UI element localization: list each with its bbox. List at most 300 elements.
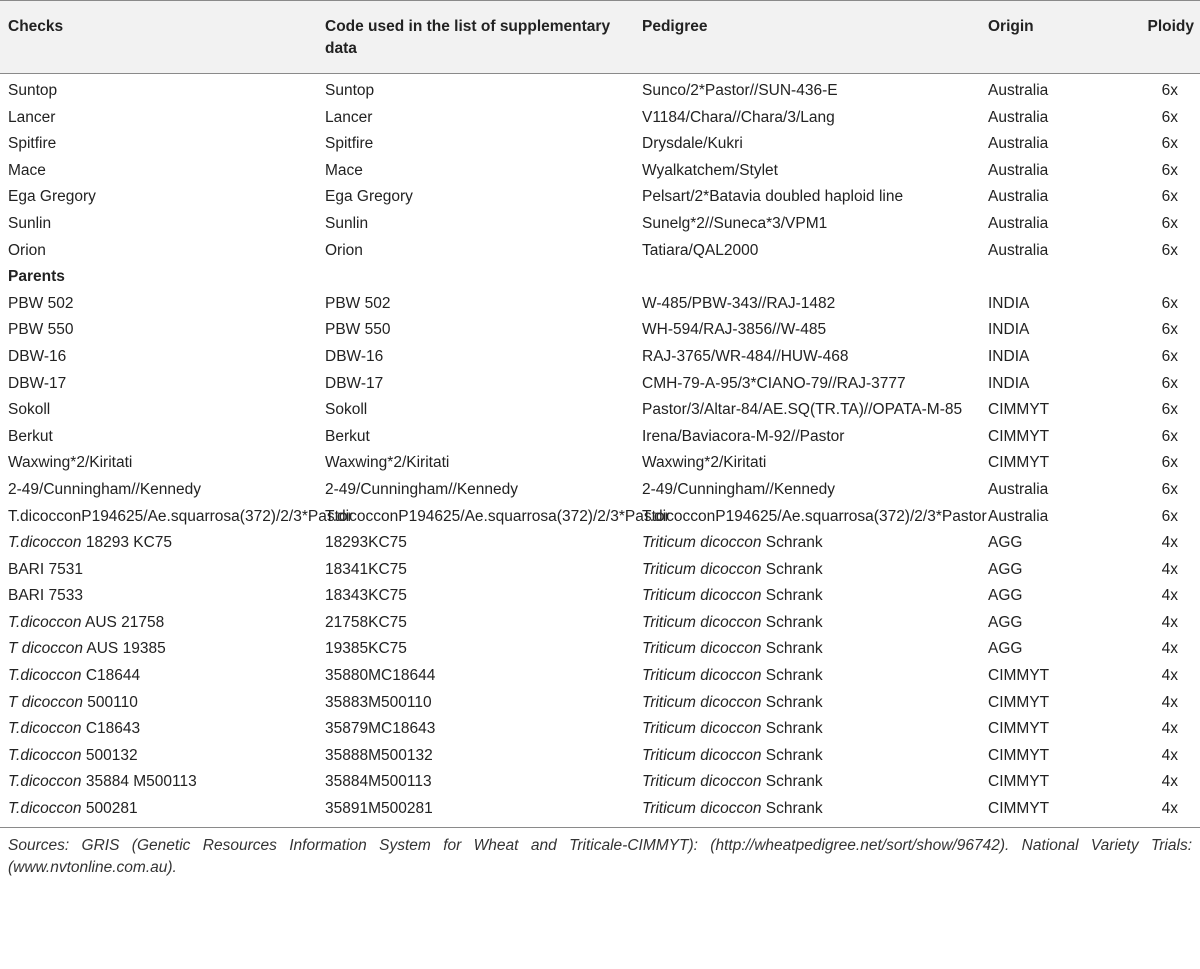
- table-row: [0, 610, 1200, 637]
- cell-checks: [0, 769, 317, 796]
- cell-checks-text: Orion: [8, 241, 46, 259]
- cell-origin: [980, 371, 1100, 398]
- cell-code-text: 35891M500281: [325, 800, 433, 818]
- cell-pedigree: [634, 131, 980, 158]
- cell-checks: [0, 610, 317, 637]
- cell-code-text: 2-49/Cunningham//Kennedy: [325, 480, 519, 498]
- cell-pedigree: [634, 344, 980, 371]
- cell-origin-text: Australia: [988, 507, 1049, 525]
- cell-pedigree-text: Schrank: [761, 613, 823, 631]
- cell-checks: [0, 424, 317, 451]
- cell-pedigree: [634, 158, 980, 185]
- cell-origin: [980, 557, 1100, 584]
- cell-ploidy: [1100, 557, 1200, 584]
- cell-ploidy-text: 6x: [1161, 507, 1178, 525]
- table-row: [0, 238, 1200, 265]
- cell-pedigree: [634, 317, 980, 344]
- cell-origin: [980, 291, 1100, 318]
- cell-pedigree-text: Pelsart/2*Batavia doubled haploid line: [642, 188, 904, 206]
- cell-checks-text: Sunlin: [8, 214, 52, 232]
- cell-checks: [0, 291, 317, 318]
- cell-pedigree: [634, 291, 980, 318]
- cell-origin-text: CIMMYT: [988, 800, 1050, 818]
- cell-code-text: Mace: [325, 161, 363, 179]
- cell-origin: [980, 158, 1100, 185]
- table-row: [0, 530, 1200, 557]
- cell-origin-text: CIMMYT: [988, 773, 1050, 791]
- cell-code: [317, 690, 634, 717]
- cell-origin: [980, 504, 1100, 531]
- cell-code-text: Ega Gregory: [325, 188, 413, 206]
- cell-pedigree-italic: Triticum dicoccon: [642, 773, 762, 791]
- table-row: [0, 504, 1200, 531]
- cell-origin: [980, 716, 1100, 743]
- cell-code-text: 35888M500132: [325, 746, 433, 764]
- cell-pedigree: [634, 610, 980, 637]
- header-pedigree: Pedigree: [634, 1, 980, 74]
- cell-origin-text: AGG: [988, 640, 1023, 658]
- table-row: [0, 636, 1200, 663]
- cell-checks-text: Mace: [8, 161, 46, 179]
- cell-ploidy-text: 6x: [1161, 214, 1178, 232]
- cell-origin-text: CIMMYT: [988, 401, 1050, 419]
- cell-origin: [980, 477, 1100, 504]
- cell-ploidy-text: 6x: [1161, 401, 1178, 419]
- cell-checks-italic: T.dicoccon: [8, 534, 82, 552]
- cell-ploidy-text: 4x: [1161, 720, 1178, 738]
- cell-checks-italic: T.dicoccon: [8, 800, 82, 818]
- cell-code: [317, 105, 634, 132]
- cell-pedigree-italic: Triticum dicoccon: [642, 800, 762, 818]
- cell-origin-text: CIMMYT: [988, 454, 1050, 472]
- cell-pedigree-text: Waxwing*2/Kiritati: [642, 454, 767, 472]
- cell-checks-text: PBW 502: [8, 294, 74, 312]
- cell-checks: [0, 504, 353, 531]
- header-ploidy: Ploidy: [1100, 1, 1200, 74]
- cell-origin-text: INDIA: [988, 294, 1030, 312]
- cell-code-text: Sokoll: [325, 401, 368, 419]
- cell-pedigree: [634, 769, 980, 796]
- cell-checks-text: PBW 550: [8, 321, 74, 339]
- cell-ploidy-text: 4x: [1161, 640, 1178, 658]
- cell-pedigree-text: Schrank: [761, 667, 823, 685]
- cell-ploidy-text: 4x: [1161, 693, 1178, 711]
- cell-ploidy-text: 6x: [1161, 161, 1178, 179]
- cell-code: [317, 238, 634, 265]
- cell-pedigree: [634, 371, 980, 398]
- cell-code: [317, 583, 634, 610]
- table-header: [0, 1, 1200, 74]
- cell-pedigree-italic: Triticum dicoccon: [642, 720, 762, 738]
- cell-origin: [980, 317, 1100, 344]
- cell-checks-text: C18643: [81, 720, 141, 738]
- cell-ploidy-text: 6x: [1161, 427, 1178, 445]
- cell-checks-text: 18293 KC75: [81, 534, 173, 552]
- cell-origin: [980, 663, 1100, 690]
- cell-pedigree-text: Schrank: [761, 534, 823, 552]
- cell-code-text: 18341KC75: [325, 560, 407, 578]
- cell-code-text: PBW 550: [325, 321, 391, 339]
- cell-origin-text: Australia: [988, 188, 1049, 206]
- cell-origin-text: CIMMYT: [988, 667, 1050, 685]
- cell-origin: [980, 74, 1100, 105]
- cell-checks-text: 500110: [82, 693, 138, 711]
- cell-origin-text: AGG: [988, 534, 1023, 552]
- cell-checks: [0, 583, 317, 610]
- table-row: [0, 184, 1200, 211]
- cell-origin: [980, 636, 1100, 663]
- cell-code-text: 35880MC18644: [325, 667, 436, 685]
- cell-checks-italic: T.dicoccon: [8, 720, 82, 738]
- cell-ploidy-text: 6x: [1161, 347, 1178, 365]
- cell-origin: [980, 610, 1100, 637]
- cell-pedigree-text: T.dicocconP194625/Ae.squarrosa(372)/2/3*Pastor: [642, 507, 987, 525]
- cell-checks: [0, 184, 317, 211]
- cell-pedigree: [634, 105, 980, 132]
- table-row: [0, 105, 1200, 132]
- cell-code: [317, 769, 634, 796]
- cell-code: [317, 663, 634, 690]
- cell-pedigree: [634, 74, 980, 105]
- table-row: [0, 796, 1200, 827]
- header-code: Code used in the list of supplementary data: [317, 1, 634, 74]
- cell-origin-text: CIMMYT: [988, 746, 1050, 764]
- cell-checks-text: Suntop: [8, 82, 58, 99]
- cell-origin-text: CIMMYT: [988, 720, 1050, 738]
- cell-ploidy-text: 6x: [1161, 82, 1178, 99]
- cell-pedigree: [634, 690, 980, 717]
- cell-ploidy: [1100, 663, 1200, 690]
- cell-pedigree: [634, 211, 980, 238]
- cell-origin: [980, 211, 1100, 238]
- cell-code: [317, 317, 634, 344]
- cell-checks: [0, 371, 317, 398]
- cell-ploidy: [1100, 477, 1200, 504]
- cell-origin-text: CIMMYT: [988, 427, 1050, 445]
- cell-pedigree: [634, 450, 980, 477]
- cell-code: [317, 716, 634, 743]
- cell-checks-text: Ega Gregory: [8, 188, 96, 206]
- cell-origin: [980, 769, 1100, 796]
- table-row: [0, 716, 1200, 743]
- cell-checks-italic: T.dicoccon: [8, 667, 82, 685]
- cell-code-text: T.dicocconP194625/Ae.squarrosa(372)/2/3*Pastor: [325, 507, 670, 525]
- cell-code-text: 19385KC75: [325, 640, 407, 658]
- cell-pedigree-italic: Triticum dicoccon: [642, 560, 762, 578]
- cell-pedigree-text: Schrank: [761, 720, 823, 738]
- cell-pedigree-italic: Triticum dicoccon: [642, 693, 762, 711]
- cell-code: [317, 397, 634, 424]
- cell-ploidy: [1100, 211, 1200, 238]
- cell-checks: [0, 317, 317, 344]
- cell-pedigree: [634, 530, 980, 557]
- cell-ploidy-text: 6x: [1161, 454, 1178, 472]
- cell-checks-text: Waxwing*2/Kiritati: [8, 454, 133, 472]
- cell-pedigree-text: Pastor/3/Altar-84/AE.SQ(TR.TA)//OPATA-M-85: [642, 401, 963, 419]
- cell-code-text: 18343KC75: [325, 587, 407, 605]
- cell-pedigree-italic: Triticum dicoccon: [642, 587, 762, 605]
- cell-ploidy: [1100, 317, 1200, 344]
- cell-ploidy-text: 4x: [1161, 800, 1178, 818]
- cell-origin: [980, 530, 1100, 557]
- cell-code-text: PBW 502: [325, 294, 391, 312]
- cell-pedigree: [634, 397, 980, 424]
- cell-checks-text: 2-49/Cunningham//Kennedy: [8, 480, 202, 498]
- cell-pedigree-text: Schrank: [761, 773, 823, 791]
- table-row: [0, 317, 1200, 344]
- cell-checks-italic: T.dicoccon: [8, 746, 82, 764]
- cell-code: [317, 477, 634, 504]
- cell-ploidy: [1100, 743, 1200, 770]
- cell-code: [317, 504, 670, 531]
- cell-checks: [0, 796, 317, 827]
- cell-ploidy-text: 6x: [1161, 108, 1178, 126]
- cell-code-text: 21758KC75: [325, 613, 407, 631]
- cell-ploidy: [1100, 131, 1200, 158]
- cell-ploidy: [1100, 636, 1200, 663]
- cell-pedigree-text: WH-594/RAJ-3856//W-485: [642, 321, 827, 339]
- table-row: [0, 557, 1200, 584]
- cell-checks: [0, 636, 317, 663]
- cell-origin: [980, 238, 1100, 265]
- cell-code-text: Sunlin: [325, 214, 369, 232]
- cell-checks: [0, 158, 317, 185]
- cell-ploidy-text: 4x: [1161, 746, 1178, 764]
- sources-footnote: Sources: GRIS (Genetic Resources Information System for Wheat and Triticale-CIMMYT): (http://wheatpedigree.net/sort/show/96742). National Variety Trials: (www.nvtonline.com.au).: [8, 836, 1192, 876]
- table-row: [0, 769, 1200, 796]
- cell-ploidy-text: 4x: [1161, 534, 1178, 552]
- cell-code: [317, 557, 634, 584]
- cell-pedigree: [634, 477, 980, 504]
- cell-checks-text: BARI 7533: [8, 587, 83, 605]
- cell-checks-text: C18644: [81, 667, 141, 685]
- cell-ploidy: [1100, 158, 1200, 185]
- table-row: [0, 211, 1200, 238]
- cell-ploidy: [1100, 450, 1200, 477]
- cell-code-text: DBW-17: [325, 374, 384, 392]
- table-row: [0, 450, 1200, 477]
- header-checks: Checks: [0, 1, 317, 74]
- cell-pedigree: [634, 557, 980, 584]
- cell-pedigree-text: Irena/Baviacora-M-92//Pastor: [642, 427, 845, 445]
- cell-ploidy: [1100, 583, 1200, 610]
- cell-checks-italic: T dicoccon: [8, 693, 83, 711]
- cell-origin-text: Australia: [988, 108, 1049, 126]
- cell-ploidy: [1100, 424, 1200, 451]
- table-row: [0, 397, 1200, 424]
- cell-checks-text: Spitfire: [8, 135, 57, 153]
- cell-checks-text: AUS 21758: [81, 613, 165, 631]
- cell-code: [317, 158, 634, 185]
- section-row-parents: [0, 264, 1200, 291]
- cell-pedigree-italic: Triticum dicoccon: [642, 667, 762, 685]
- table-row: [0, 344, 1200, 371]
- cell-pedigree: [634, 636, 980, 663]
- cell-ploidy: [1100, 610, 1200, 637]
- cell-pedigree-text: Sunco/2*Pastor//SUN-436-E: [642, 82, 838, 99]
- cell-pedigree: [634, 424, 980, 451]
- cell-pedigree-text: Wyalkatchem/Stylet: [642, 161, 778, 179]
- cell-checks-text: Sokoll: [8, 401, 51, 419]
- cell-code-text: DBW-16: [325, 347, 384, 365]
- section-label-parents: Parents: [8, 268, 65, 286]
- cell-ploidy-text: 6x: [1161, 135, 1178, 153]
- cell-checks-text: DBW-16: [8, 347, 67, 365]
- cell-pedigree-text: Schrank: [761, 693, 823, 711]
- cell-code-text: Berkut: [325, 427, 370, 445]
- cell-pedigree-text: Schrank: [761, 640, 823, 658]
- cell-ploidy: [1100, 769, 1200, 796]
- table-row: [0, 424, 1200, 451]
- table-row: [0, 291, 1200, 318]
- cell-checks: [0, 477, 317, 504]
- cell-code: [317, 743, 634, 770]
- cell-pedigree-text: Schrank: [761, 560, 823, 578]
- cell-code-text: Suntop: [325, 82, 375, 99]
- cell-ploidy: [1100, 530, 1200, 557]
- cell-origin-text: CIMMYT: [988, 693, 1050, 711]
- cell-origin-text: Australia: [988, 214, 1049, 232]
- cell-ploidy-text: 6x: [1161, 480, 1178, 498]
- table-row: [0, 371, 1200, 398]
- cell-origin-text: Australia: [988, 241, 1049, 259]
- cell-origin-text: INDIA: [988, 321, 1030, 339]
- table-row: [0, 477, 1200, 504]
- cell-checks: [0, 344, 317, 371]
- cell-ploidy: [1100, 716, 1200, 743]
- cell-pedigree: [634, 504, 987, 531]
- cell-ploidy-text: 6x: [1161, 241, 1178, 259]
- cell-code-text: Spitfire: [325, 135, 374, 153]
- cell-checks-text: DBW-17: [8, 374, 67, 392]
- cell-origin-text: AGG: [988, 560, 1023, 578]
- cell-checks-text: 500281: [81, 800, 138, 818]
- cell-code-text: 18293KC75: [325, 534, 407, 552]
- cell-origin-text: Australia: [988, 82, 1049, 99]
- cell-ploidy: [1100, 344, 1200, 371]
- table-row: [0, 158, 1200, 185]
- cell-pedigree-italic: Triticum dicoccon: [642, 640, 762, 658]
- cell-checks: [0, 530, 317, 557]
- table-row: [0, 690, 1200, 717]
- cell-origin-text: Australia: [988, 480, 1049, 498]
- cell-checks: [0, 743, 317, 770]
- cell-checks-text: Berkut: [8, 427, 53, 445]
- cell-checks-text: T.dicocconP194625/Ae.squarrosa(372)/2/3*Pastor: [8, 507, 353, 525]
- cell-pedigree-text: Schrank: [761, 800, 823, 818]
- cell-pedigree-text: Schrank: [761, 746, 823, 764]
- cell-pedigree-italic: Triticum dicoccon: [642, 534, 762, 552]
- cell-ploidy-text: 4x: [1161, 613, 1178, 631]
- cell-pedigree: [634, 663, 980, 690]
- cell-checks: [0, 690, 317, 717]
- cell-checks: [0, 131, 317, 158]
- cell-code: [317, 610, 634, 637]
- cell-checks-text: 500132: [81, 746, 138, 764]
- cell-checks: [0, 716, 317, 743]
- cell-checks: [0, 211, 317, 238]
- cell-ploidy-text: 4x: [1161, 560, 1178, 578]
- table-body: [0, 74, 1200, 827]
- cell-code: [317, 291, 634, 318]
- cell-checks: [0, 450, 317, 477]
- cell-pedigree-text: Schrank: [761, 587, 823, 605]
- cell-pedigree: [634, 583, 980, 610]
- header-origin: Origin: [980, 1, 1100, 74]
- cell-origin: [980, 424, 1100, 451]
- cell-code: [317, 131, 634, 158]
- cell-code-text: Waxwing*2/Kiritati: [325, 454, 450, 472]
- cell-ploidy: [1100, 105, 1200, 132]
- cell-checks: [0, 74, 317, 105]
- cell-pedigree: [634, 796, 980, 827]
- cell-pedigree-text: V1184/Chara//Chara/3/Lang: [642, 108, 835, 126]
- cell-pedigree-text: 2-49/Cunningham//Kennedy: [642, 480, 836, 498]
- cell-pedigree-text: Sunelg*2//Suneca*3/VPM1: [642, 214, 828, 232]
- cell-origin: [980, 184, 1100, 211]
- cell-code: [317, 450, 634, 477]
- cell-origin: [980, 105, 1100, 132]
- cell-pedigree-italic: Triticum dicoccon: [642, 613, 762, 631]
- header-row: [0, 1, 1200, 74]
- table-row: [0, 663, 1200, 690]
- cell-code-text: 35883M500110: [325, 693, 432, 711]
- table-row: [0, 131, 1200, 158]
- cell-ploidy: [1100, 184, 1200, 211]
- cell-code-text: Orion: [325, 241, 363, 259]
- cell-ploidy-text: 6x: [1161, 321, 1178, 339]
- cell-ploidy: [1100, 371, 1200, 398]
- cell-pedigree-text: CMH-79-A-95/3*CIANO-79//RAJ-3777: [642, 374, 906, 392]
- cell-origin-text: AGG: [988, 613, 1023, 631]
- cell-checks: [0, 557, 317, 584]
- cell-code: [317, 424, 634, 451]
- cell-origin-text: INDIA: [988, 347, 1030, 365]
- cell-origin: [980, 743, 1100, 770]
- cell-ploidy: [1100, 504, 1200, 531]
- table-row: [0, 74, 1200, 105]
- cell-origin-text: INDIA: [988, 374, 1030, 392]
- cell-checks: [0, 105, 317, 132]
- cell-pedigree-text: RAJ-3765/WR-484//HUW-468: [642, 347, 849, 365]
- cell-origin-text: Australia: [988, 135, 1049, 153]
- cell-code: [317, 211, 634, 238]
- cell-checks-text: Lancer: [8, 108, 56, 126]
- cell-ploidy: [1100, 397, 1200, 424]
- cell-pedigree: [634, 238, 980, 265]
- cell-checks-text: BARI 7531: [8, 560, 83, 578]
- cell-ploidy: [1100, 238, 1200, 265]
- cell-pedigree-text: W-485/PBW-343//RAJ-1482: [642, 294, 836, 312]
- cell-ploidy: [1100, 74, 1200, 105]
- cell-code: [317, 371, 634, 398]
- cell-ploidy-text: 4x: [1161, 667, 1178, 685]
- cell-code-text: 35884M500113: [325, 773, 432, 791]
- cell-code: [317, 636, 634, 663]
- cell-checks-text: AUS 19385: [82, 640, 166, 658]
- cell-checks: [0, 663, 317, 690]
- cell-ploidy: [1100, 690, 1200, 717]
- cell-checks-italic: T.dicoccon: [8, 613, 82, 631]
- cell-origin: [980, 131, 1100, 158]
- cell-origin: [980, 344, 1100, 371]
- cell-checks: [0, 238, 317, 265]
- cell-checks-italic: T.dicoccon: [8, 773, 82, 791]
- cell-pedigree: [634, 184, 980, 211]
- cell-pedigree: [634, 743, 980, 770]
- cell-code: [317, 796, 634, 827]
- table-row: [0, 743, 1200, 770]
